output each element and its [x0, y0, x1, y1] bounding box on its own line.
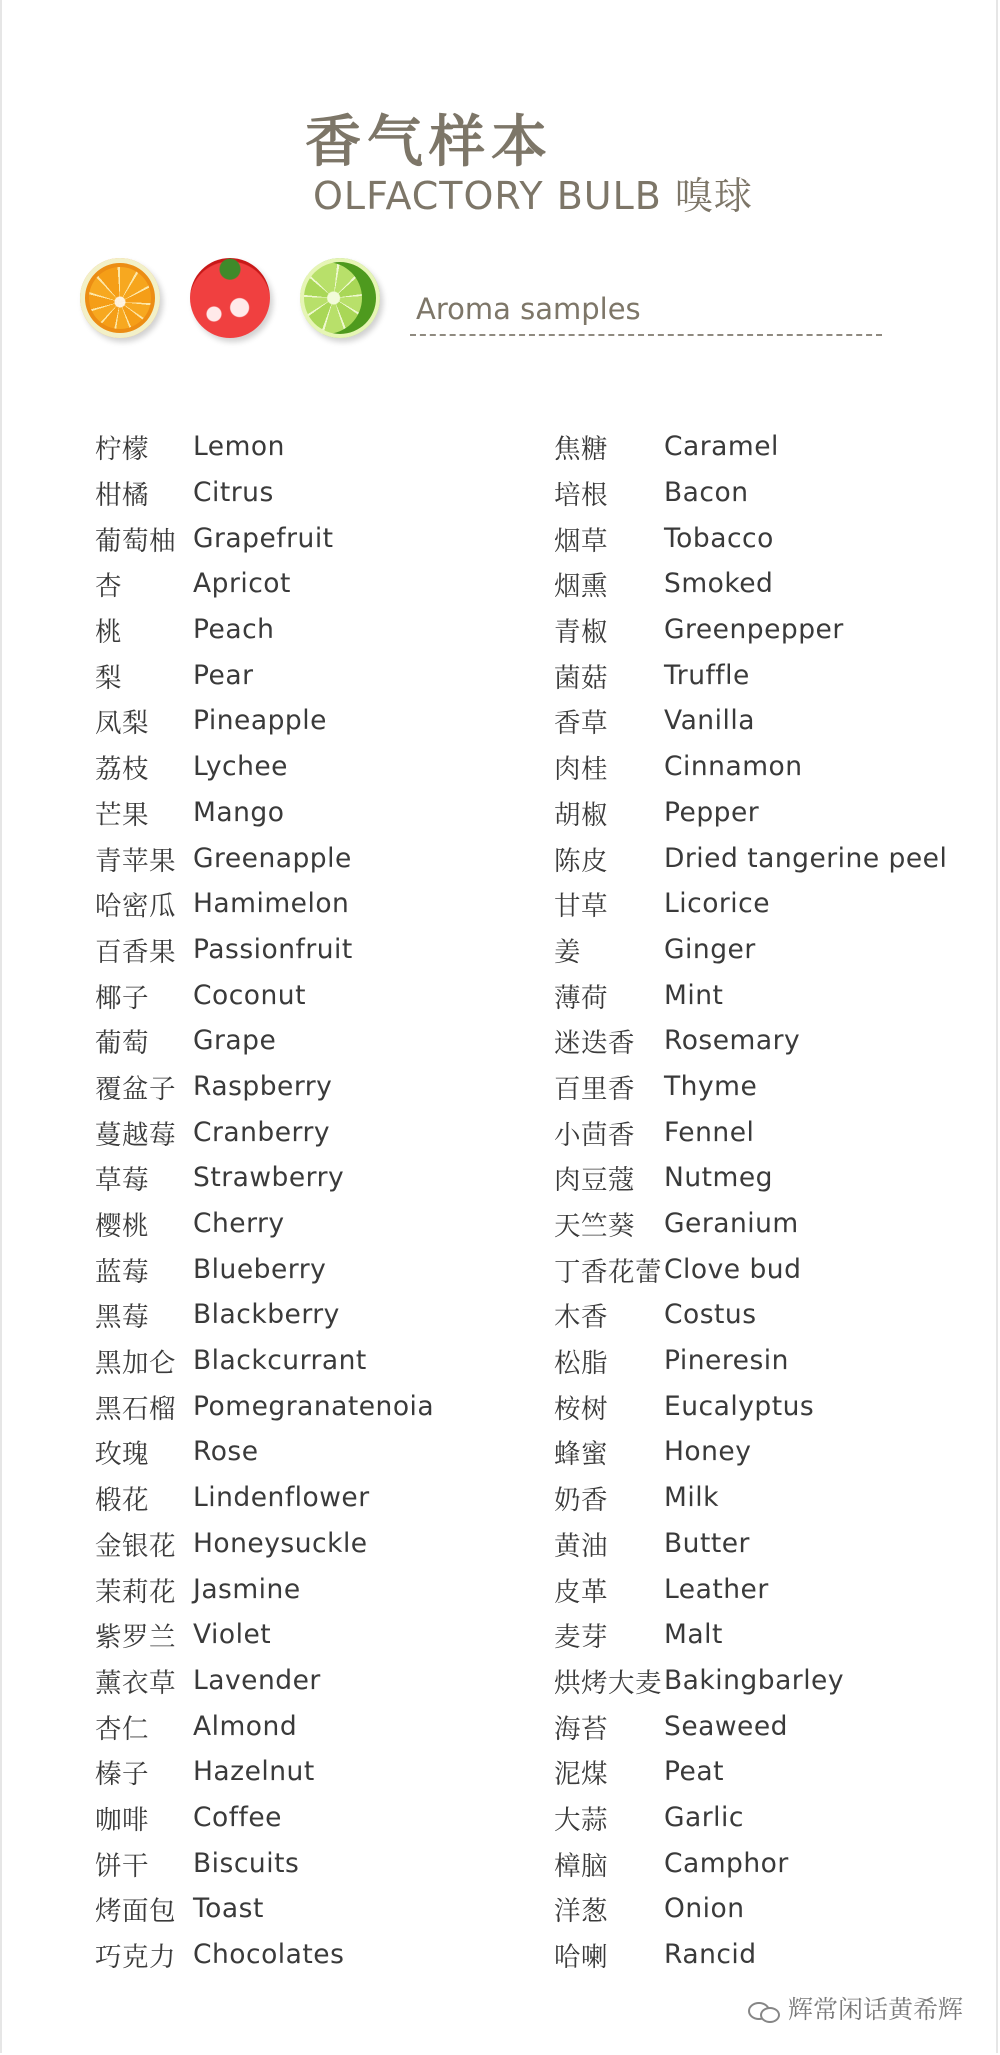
- aroma-name-en: Jasmine: [193, 1573, 301, 1605]
- aroma-name-en: Mango: [193, 796, 285, 828]
- aroma-name-en: Geranium: [664, 1208, 799, 1240]
- list-item: [554, 470, 974, 516]
- aroma-name-cn: 椰子: [95, 982, 149, 1014]
- list-item: [554, 1521, 974, 1567]
- list-item: [95, 1932, 535, 1978]
- aroma-name-cn: 荔枝: [95, 754, 149, 786]
- list-item: [554, 1886, 974, 1932]
- aroma-name-cn: 茉莉花: [95, 1576, 176, 1608]
- list-item: [554, 1383, 974, 1429]
- list-item: [554, 1795, 974, 1841]
- aroma-name-en: Peat: [664, 1756, 724, 1788]
- list-item: [554, 1155, 974, 1201]
- aroma-name-en: Garlic: [664, 1801, 744, 1833]
- aroma-name-en: Milk: [664, 1482, 719, 1514]
- list-item: [554, 1749, 974, 1795]
- list-item: [95, 1155, 535, 1201]
- strawberry-icon: [190, 258, 270, 338]
- aroma-name-en: Grapefruit: [193, 522, 334, 554]
- aroma-name-cn: 桃: [95, 617, 122, 649]
- list-item: [95, 927, 535, 973]
- aroma-name-cn: 芒果: [95, 799, 149, 831]
- aroma-name-cn: 百香果: [95, 936, 176, 968]
- aroma-name-cn: 梨: [95, 662, 122, 694]
- list-item: [95, 835, 535, 881]
- aroma-name-cn: 小茴香: [554, 1119, 635, 1151]
- aroma-list-right: [554, 424, 974, 1977]
- aroma-name-cn: 紫罗兰: [95, 1622, 176, 1654]
- aroma-name-en: Honey: [664, 1436, 752, 1468]
- aroma-name-en: Greenapple: [193, 842, 352, 874]
- aroma-name-en: Rancid: [664, 1939, 757, 1971]
- list-item: [554, 1703, 974, 1749]
- list-item: [95, 1703, 535, 1749]
- list-item: [95, 1429, 535, 1475]
- list-item: [95, 607, 535, 653]
- list-item: [95, 1064, 535, 1110]
- watermark-text: 辉常闲话黄希辉: [788, 1995, 964, 2024]
- aroma-name-en: Eucalyptus: [664, 1390, 815, 1422]
- list-item: [95, 1886, 535, 1932]
- aroma-name-cn: 葡萄: [95, 1028, 149, 1060]
- aroma-name-en: Mint: [664, 979, 724, 1011]
- list-item: [554, 1429, 974, 1475]
- aroma-name-cn: 烟草: [554, 525, 608, 557]
- aroma-name-cn: 天竺葵: [554, 1211, 635, 1243]
- aroma-name-cn: 烤面包: [95, 1896, 176, 1928]
- aroma-name-en: Malt: [664, 1619, 723, 1651]
- dashed-divider: [410, 334, 882, 336]
- list-item: [554, 515, 974, 561]
- aroma-name-cn: 大蒜: [554, 1804, 608, 1836]
- aroma-name-en: Pomegranatenoia: [193, 1390, 435, 1422]
- list-item: [95, 1840, 535, 1886]
- aroma-name-en: Bacon: [664, 477, 749, 509]
- list-item: [95, 1292, 535, 1338]
- list-item: [554, 835, 974, 881]
- list-item: [95, 1658, 535, 1704]
- list-item: [95, 1338, 535, 1384]
- aroma-name-cn: 凤梨: [95, 708, 149, 740]
- aroma-name-cn: 哈密瓜: [95, 891, 176, 923]
- list-item: [95, 652, 535, 698]
- aroma-name-en: Strawberry: [193, 1162, 345, 1194]
- aroma-name-cn: 覆盆子: [95, 1073, 176, 1105]
- aroma-name-cn: 榛子: [95, 1759, 149, 1791]
- list-item: [95, 881, 535, 927]
- aroma-name-en: Rosemary: [664, 1025, 801, 1057]
- aroma-name-cn: 菌菇: [554, 662, 608, 694]
- aroma-name-cn: 松脂: [554, 1348, 608, 1380]
- aroma-name-cn: 洋葱: [554, 1896, 608, 1928]
- list-item: [95, 470, 535, 516]
- aroma-name-en: Cranberry: [193, 1116, 331, 1148]
- aroma-name-cn: 甘草: [554, 891, 608, 923]
- aroma-name-en: Caramel: [664, 431, 779, 463]
- aroma-name-cn: 饼干: [95, 1850, 149, 1882]
- aroma-name-en: Onion: [664, 1893, 745, 1925]
- aroma-name-en: Lindenflower: [193, 1482, 370, 1514]
- aroma-name-en: Truffle: [664, 659, 750, 691]
- aroma-name-en: Grape: [193, 1025, 277, 1057]
- aroma-name-cn: 柠檬: [95, 434, 149, 466]
- list-item: [95, 1795, 535, 1841]
- list-item: [95, 972, 535, 1018]
- aroma-name-en: Greenpepper: [664, 614, 844, 646]
- list-item: [95, 424, 535, 470]
- aroma-name-cn: 青苹果: [95, 845, 176, 877]
- list-item: [95, 698, 535, 744]
- aroma-name-cn: 丁香花蕾: [554, 1256, 662, 1288]
- aroma-name-en: Citrus: [193, 477, 274, 509]
- aroma-name-cn: 迷迭香: [554, 1028, 635, 1060]
- list-item: [95, 1475, 535, 1521]
- aroma-name-en: Pepper: [664, 796, 760, 828]
- aroma-name-en: Toast: [193, 1893, 264, 1925]
- aroma-name-en: Vanilla: [664, 705, 755, 737]
- aroma-name-en: Blueberry: [193, 1253, 327, 1285]
- list-item: [554, 1201, 974, 1247]
- aroma-name-cn: 姜: [554, 936, 581, 968]
- list-item: [554, 1932, 974, 1978]
- aroma-name-en: Pineapple: [193, 705, 327, 737]
- list-item: [554, 1018, 974, 1064]
- aroma-name-cn: 蜂蜜: [554, 1439, 608, 1471]
- list-item: [554, 1612, 974, 1658]
- list-item: [95, 515, 535, 561]
- aroma-name-en: Dried tangerine peel: [664, 842, 948, 874]
- aroma-name-cn: 木香: [554, 1302, 608, 1334]
- list-item: [95, 1566, 535, 1612]
- list-item: [95, 1109, 535, 1155]
- aroma-name-en: Rose: [193, 1436, 259, 1468]
- aroma-name-cn: 杏仁: [95, 1713, 149, 1745]
- aroma-name-cn: 巧克力: [95, 1942, 176, 1974]
- list-item: [554, 1658, 974, 1704]
- list-item: [95, 1383, 535, 1429]
- list-item: [554, 698, 974, 744]
- aroma-name-en: Chocolates: [193, 1939, 345, 1971]
- aroma-name-cn: 泥煤: [554, 1759, 608, 1791]
- aroma-name-en: Biscuits: [193, 1847, 300, 1879]
- lime-icon: [300, 258, 380, 338]
- aroma-name-cn: 奶香: [554, 1485, 608, 1517]
- list-item: [95, 790, 535, 836]
- aroma-name-cn: 蓝莓: [95, 1256, 149, 1288]
- list-item: [554, 1338, 974, 1384]
- list-item: [554, 881, 974, 927]
- aroma-name-en: Leather: [664, 1573, 769, 1605]
- list-item: [554, 1246, 974, 1292]
- aroma-name-cn: 烟熏: [554, 571, 608, 603]
- aroma-name-cn: 焦糖: [554, 434, 608, 466]
- list-item: [554, 561, 974, 607]
- aroma-name-en: Fennel: [664, 1116, 755, 1148]
- aroma-list-left: [95, 424, 535, 1977]
- aroma-name-cn: 哈喇: [554, 1942, 608, 1974]
- list-item: [95, 1201, 535, 1247]
- list-item: [554, 744, 974, 790]
- aroma-name-cn: 金银花: [95, 1530, 176, 1562]
- aroma-name-cn: 青椒: [554, 617, 608, 649]
- aroma-name-en: Lavender: [193, 1664, 321, 1696]
- aroma-name-cn: 薰衣草: [95, 1667, 176, 1699]
- aroma-name-cn: 麦芽: [554, 1622, 608, 1654]
- aroma-name-en: Passionfruit: [193, 933, 353, 965]
- aroma-name-cn: 黑莓: [95, 1302, 149, 1334]
- aroma-name-en: Cherry: [193, 1208, 285, 1240]
- list-item: [554, 652, 974, 698]
- aroma-name-en: Cinnamon: [664, 751, 803, 783]
- wechat-icon: [748, 2000, 782, 2022]
- aroma-name-cn: 陈皮: [554, 845, 608, 877]
- list-item: [95, 744, 535, 790]
- aroma-name-cn: 蔓越莓: [95, 1119, 176, 1151]
- aroma-name-cn: 黑加仑: [95, 1348, 176, 1380]
- watermark: [748, 1990, 963, 2026]
- aroma-name-en: Licorice: [664, 888, 771, 920]
- aroma-name-cn: 海苔: [554, 1713, 608, 1745]
- list-item: [554, 1292, 974, 1338]
- aroma-name-cn: 烘烤大麦: [554, 1667, 662, 1699]
- aroma-name-en: Bakingbarley: [664, 1664, 845, 1696]
- list-item: [554, 607, 974, 653]
- list-item: [95, 1749, 535, 1795]
- aroma-name-cn: 玫瑰: [95, 1439, 149, 1471]
- aroma-name-cn: 胡椒: [554, 799, 608, 831]
- page-subtitle-en: OLFACTORY BULB 嗅球: [313, 174, 753, 218]
- aroma-name-cn: 杏: [95, 571, 122, 603]
- list-item: [554, 424, 974, 470]
- page-title: 香气样本: [305, 110, 553, 175]
- aroma-name-cn: 百里香: [554, 1073, 635, 1105]
- aroma-name-en: Costus: [664, 1299, 757, 1331]
- aroma-name-cn: 草莓: [95, 1165, 149, 1197]
- aroma-name-en: Nutmeg: [664, 1162, 773, 1194]
- aroma-name-cn: 樱桃: [95, 1211, 149, 1243]
- list-item: [95, 561, 535, 607]
- list-item: [554, 1840, 974, 1886]
- aroma-name-en: Hamimelon: [193, 888, 350, 920]
- list-item: [554, 790, 974, 836]
- aroma-name-en: Pear: [193, 659, 254, 691]
- aroma-name-cn: 咖啡: [95, 1804, 149, 1836]
- aroma-name-cn: 肉桂: [554, 754, 608, 786]
- aroma-name-en: Blackberry: [193, 1299, 340, 1331]
- list-item: [95, 1018, 535, 1064]
- aroma-name-en: Violet: [193, 1619, 272, 1651]
- aroma-name-en: Coffee: [193, 1801, 282, 1833]
- aroma-name-en: Camphor: [664, 1847, 789, 1879]
- aroma-name-en: Thyme: [664, 1070, 758, 1102]
- aroma-name-cn: 黄油: [554, 1530, 608, 1562]
- aroma-name-cn: 香草: [554, 708, 608, 740]
- aroma-name-cn: 黑石榴: [95, 1393, 176, 1425]
- aroma-name-en: Butter: [664, 1527, 750, 1559]
- list-item: [554, 927, 974, 973]
- list-item: [554, 1064, 974, 1110]
- aroma-name-en: Apricot: [193, 568, 291, 600]
- aroma-name-cn: 樟脑: [554, 1850, 608, 1882]
- list-item: [554, 972, 974, 1018]
- list-item: [554, 1475, 974, 1521]
- aroma-name-cn: 桉树: [554, 1393, 608, 1425]
- list-item: [95, 1612, 535, 1658]
- aroma-name-en: Hazelnut: [193, 1756, 315, 1788]
- aroma-name-en: Blackcurrant: [193, 1345, 367, 1377]
- aroma-name-en: Honeysuckle: [193, 1527, 368, 1559]
- aroma-name-en: Ginger: [664, 933, 756, 965]
- list-item: [95, 1521, 535, 1567]
- aroma-name-cn: 皮革: [554, 1576, 608, 1608]
- aroma-name-cn: 柑橘: [95, 480, 149, 512]
- aroma-name-cn: 椴花: [95, 1485, 149, 1517]
- list-item: [95, 1246, 535, 1292]
- list-item: [554, 1109, 974, 1155]
- aroma-name-en: Lychee: [193, 751, 288, 783]
- aroma-name-cn: 培根: [554, 480, 608, 512]
- orange-slice-icon: [80, 258, 160, 338]
- aroma-name-en: Seaweed: [664, 1710, 788, 1742]
- aroma-name-en: Raspberry: [193, 1070, 333, 1102]
- aroma-name-en: Smoked: [664, 568, 774, 600]
- aroma-name-en: Clove bud: [664, 1253, 802, 1285]
- aroma-name-en: Coconut: [193, 979, 306, 1011]
- aroma-name-en: Lemon: [193, 431, 285, 463]
- aroma-name-cn: 薄荷: [554, 982, 608, 1014]
- list-item: [554, 1566, 974, 1612]
- aroma-name-en: Peach: [193, 614, 275, 646]
- aroma-name-en: Almond: [193, 1710, 298, 1742]
- aroma-name-cn: 肉豆蔻: [554, 1165, 635, 1197]
- aroma-samples-heading: Aroma samples: [416, 292, 641, 326]
- aroma-name-en: Tobacco: [664, 522, 774, 554]
- aroma-name-en: Pineresin: [664, 1345, 789, 1377]
- aroma-name-cn: 葡萄柚: [95, 525, 176, 557]
